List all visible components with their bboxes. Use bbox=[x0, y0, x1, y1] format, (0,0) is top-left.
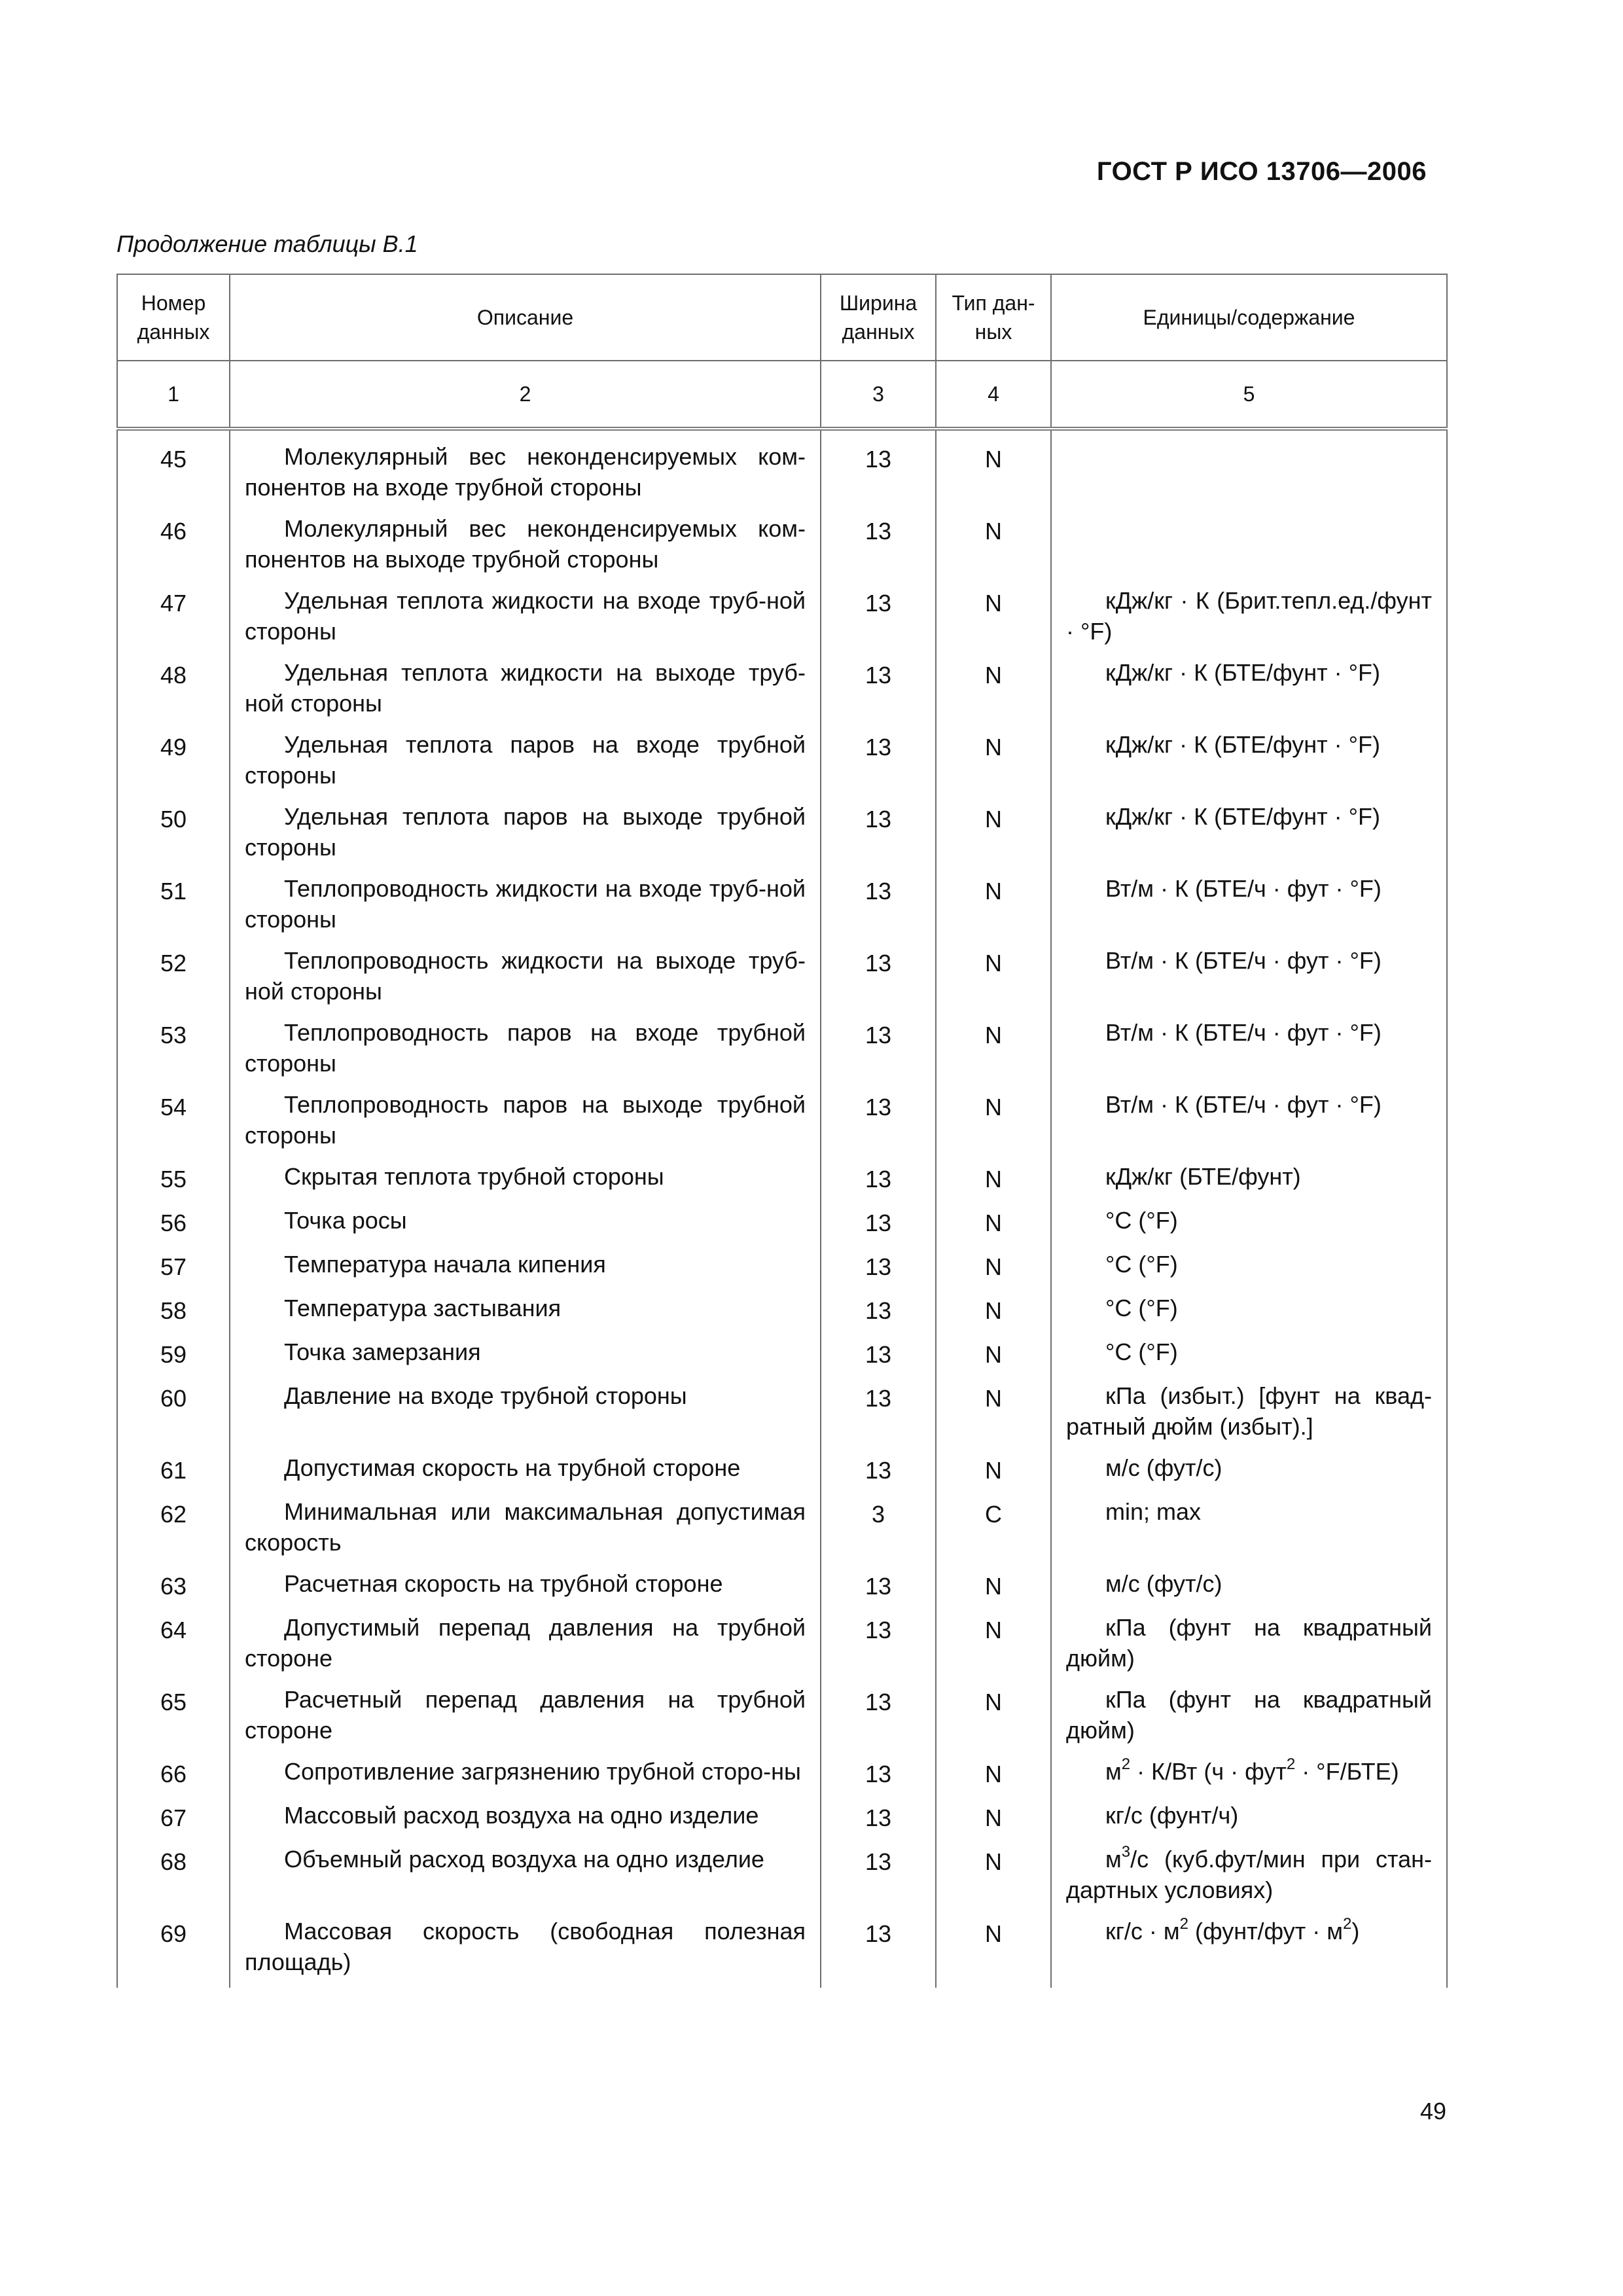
row-data-width: 13 bbox=[821, 719, 936, 791]
row-data-type: N bbox=[936, 791, 1051, 863]
row-units-text: °C (°F) bbox=[1105, 1338, 1178, 1365]
row-units-text: $м^2 \cdot К/Вт$ (ч · фут$^2$ · °F/БТЕ) bbox=[1105, 1755, 1399, 1785]
row-data-type: C bbox=[936, 1486, 1051, 1558]
row-data-width: 13 bbox=[821, 1007, 936, 1079]
row-data-type: N bbox=[936, 1370, 1051, 1442]
row-description: Теплопроводность паров на выходе трубной стороны bbox=[230, 1079, 821, 1151]
table-row bbox=[117, 1194, 1447, 1238]
row-data-width: 13 bbox=[821, 1282, 936, 1326]
row-data-width: 13 bbox=[821, 863, 936, 935]
page-number: 49 bbox=[1419, 2098, 1446, 2125]
row-data-type: N bbox=[936, 719, 1051, 791]
table-row bbox=[117, 647, 1447, 719]
row-description: Скрытая теплота трубной стороны bbox=[230, 1151, 821, 1194]
row-description: Минимальная или максимальная допустимая скорость bbox=[230, 1486, 821, 1558]
row-data-type: N bbox=[936, 1789, 1051, 1833]
table-body bbox=[117, 429, 1447, 1988]
row-data-type: N bbox=[936, 1007, 1051, 1079]
row-data-type: N bbox=[936, 575, 1051, 647]
row-data-width: 13 bbox=[821, 791, 936, 863]
row-data-width: 13 bbox=[821, 1370, 936, 1442]
row-data-type: N bbox=[936, 1442, 1051, 1486]
table-row bbox=[117, 1238, 1447, 1282]
row-data-width: 13 bbox=[821, 647, 936, 719]
row-description: Давление на входе трубной стороны bbox=[230, 1370, 821, 1442]
column-number: 1 bbox=[117, 361, 230, 429]
row-description: Молекулярный вес неконденсируемых ком-понентов на входе трубной стороны bbox=[230, 429, 821, 503]
row-data-width: 13 bbox=[821, 935, 936, 1007]
row-data-width: 13 bbox=[821, 1746, 936, 1789]
row-number: 56 bbox=[117, 1194, 230, 1238]
header-cell: Номер данных bbox=[117, 274, 230, 361]
row-description: Удельная теплота паров на входе трубной стороны bbox=[230, 719, 821, 791]
header-cell: Ширина данных bbox=[821, 274, 936, 361]
row-units-text: кг/с (фунт/ч) bbox=[1105, 1802, 1239, 1829]
column-number: 5 bbox=[1051, 361, 1447, 429]
header-cell: Тип дан-ных bbox=[936, 274, 1051, 361]
row-number: 58 bbox=[117, 1282, 230, 1326]
row-units bbox=[1051, 1602, 1447, 1674]
row-units-text: кПа (фунт на квадратный дюйм) bbox=[1066, 1686, 1432, 1744]
row-data-width: 13 bbox=[821, 1905, 936, 1988]
row-units bbox=[1051, 863, 1447, 935]
table-row bbox=[117, 791, 1447, 863]
row-units bbox=[1051, 647, 1447, 719]
row-units-text: кДж/кг · К (БТЕ/фунт · °F) bbox=[1105, 731, 1381, 758]
row-number: 49 bbox=[117, 719, 230, 791]
row-units bbox=[1051, 1326, 1447, 1370]
row-number: 64 bbox=[117, 1602, 230, 1674]
row-units-text: м/с (фут/с) bbox=[1105, 1454, 1222, 1481]
row-description: Теплопроводность жидкости на выходе труб-ной стороны bbox=[230, 935, 821, 1007]
row-units-text: °C (°F) bbox=[1105, 1295, 1178, 1321]
row-data-type: N bbox=[936, 1558, 1051, 1602]
row-units bbox=[1051, 1746, 1447, 1789]
row-description: Точка росы bbox=[230, 1194, 821, 1238]
row-units-text: м/с (фут/с) bbox=[1105, 1570, 1222, 1597]
row-number: 59 bbox=[117, 1326, 230, 1370]
row-data-type: N bbox=[936, 429, 1051, 503]
row-data-type: N bbox=[936, 647, 1051, 719]
row-units bbox=[1051, 1007, 1447, 1079]
row-units-text: кПа (избыт.) [фунт на квад-ратный дюйм (избыт).] bbox=[1066, 1382, 1432, 1440]
table-row bbox=[117, 503, 1447, 575]
row-number: 45 bbox=[117, 429, 230, 503]
row-number: 46 bbox=[117, 503, 230, 575]
row-description: Допустимый перепад давления на трубной стороне bbox=[230, 1602, 821, 1674]
table-row bbox=[117, 1151, 1447, 1194]
row-description: Точка замерзания bbox=[230, 1326, 821, 1370]
row-units bbox=[1051, 1905, 1447, 1988]
row-data-type: N bbox=[936, 935, 1051, 1007]
column-number: 2 bbox=[230, 361, 821, 429]
row-units-text: °C (°F) bbox=[1105, 1207, 1178, 1234]
row-units bbox=[1051, 429, 1447, 503]
table-row bbox=[117, 1746, 1447, 1789]
row-description: Теплопроводность жидкости на входе труб-ной стороны bbox=[230, 863, 821, 935]
header-row bbox=[117, 274, 1447, 361]
row-data-type: N bbox=[936, 1079, 1051, 1151]
row-description: Теплопроводность паров на входе трубной стороны bbox=[230, 1007, 821, 1079]
row-number: 50 bbox=[117, 791, 230, 863]
row-units bbox=[1051, 575, 1447, 647]
row-number: 68 bbox=[117, 1833, 230, 1905]
row-units-text: кДж/кг · К (БТЕ/фунт · °F) bbox=[1105, 803, 1381, 830]
row-units-text: кДж/кг · К (Брит.тепл.ед./фунт · °F) bbox=[1066, 587, 1432, 645]
row-units bbox=[1051, 1370, 1447, 1442]
data-table bbox=[116, 274, 1448, 1988]
row-units-text: кПа (фунт на квадратный дюйм) bbox=[1066, 1614, 1432, 1672]
row-number: 47 bbox=[117, 575, 230, 647]
row-units-text: °C (°F) bbox=[1105, 1251, 1178, 1278]
row-data-width: 13 bbox=[821, 1326, 936, 1370]
row-description: Допустимая скорость на трубной стороне bbox=[230, 1442, 821, 1486]
row-data-width: 13 bbox=[821, 1194, 936, 1238]
row-units bbox=[1051, 1282, 1447, 1326]
row-data-type: N bbox=[936, 1674, 1051, 1746]
row-number: 54 bbox=[117, 1079, 230, 1151]
row-number: 63 bbox=[117, 1558, 230, 1602]
row-units bbox=[1051, 1674, 1447, 1746]
row-units bbox=[1051, 1238, 1447, 1282]
row-number: 65 bbox=[117, 1674, 230, 1746]
row-data-type: N bbox=[936, 1326, 1051, 1370]
row-data-width: 13 bbox=[821, 1558, 936, 1602]
row-number: 55 bbox=[117, 1151, 230, 1194]
table-row bbox=[117, 935, 1447, 1007]
row-units bbox=[1051, 1486, 1447, 1558]
row-description: Массовая скорость (свободная полезная площадь) bbox=[230, 1905, 821, 1988]
table-row bbox=[117, 1326, 1447, 1370]
table-row bbox=[117, 1905, 1447, 1988]
row-data-width: 13 bbox=[821, 575, 936, 647]
row-description: Расчетная скорость на трубной стороне bbox=[230, 1558, 821, 1602]
row-units bbox=[1051, 503, 1447, 575]
header-cell: Единицы/содержание bbox=[1051, 274, 1447, 361]
row-units bbox=[1051, 935, 1447, 1007]
row-data-width: 13 bbox=[821, 429, 936, 503]
row-units-text: $кг/с \cdot м^2$ (фунт/фут · $м^2$) bbox=[1105, 1915, 1360, 1945]
row-units-text: Вт/м · К (БТЕ/ч · фут · °F) bbox=[1105, 875, 1382, 902]
row-data-type: N bbox=[936, 1151, 1051, 1194]
table-row bbox=[117, 863, 1447, 935]
table-row bbox=[117, 1602, 1447, 1674]
column-number: 3 bbox=[821, 361, 936, 429]
row-description: Температура начала кипения bbox=[230, 1238, 821, 1282]
row-data-type: N bbox=[936, 503, 1051, 575]
row-number: 51 bbox=[117, 863, 230, 935]
row-description: Массовый расход воздуха на одно изделие bbox=[230, 1789, 821, 1833]
table-row bbox=[117, 429, 1447, 503]
row-data-type: N bbox=[936, 1905, 1051, 1988]
row-number: 62 bbox=[117, 1486, 230, 1558]
table-row bbox=[117, 1442, 1447, 1486]
row-number: 66 bbox=[117, 1746, 230, 1789]
row-units-text: Вт/м · К (БТЕ/ч · фут · °F) bbox=[1105, 947, 1382, 974]
table-row bbox=[117, 1833, 1447, 1905]
column-number: 4 bbox=[936, 361, 1051, 429]
table-row bbox=[117, 1486, 1447, 1558]
row-data-width: 13 bbox=[821, 1079, 936, 1151]
column-number-row bbox=[117, 361, 1447, 429]
row-units-text: кДж/кг (БТЕ/фунт) bbox=[1105, 1163, 1301, 1190]
row-number: 52 bbox=[117, 935, 230, 1007]
document-id: ГОСТ Р ИСО 13706—2006 bbox=[1096, 157, 1427, 186]
row-data-width: 13 bbox=[821, 1238, 936, 1282]
row-units bbox=[1051, 1151, 1447, 1194]
row-description: Расчетный перепад давления на трубной стороне bbox=[230, 1674, 821, 1746]
row-units-text: кДж/кг · К (БТЕ/фунт · °F) bbox=[1105, 659, 1381, 686]
row-units-text: min; max bbox=[1105, 1498, 1202, 1525]
table-row bbox=[117, 1282, 1447, 1326]
row-data-type: N bbox=[936, 1746, 1051, 1789]
table-row bbox=[117, 1079, 1447, 1151]
row-data-type: N bbox=[936, 863, 1051, 935]
row-units bbox=[1051, 719, 1447, 791]
row-units-text: $м^3/с$ (куб.фут/мин при стан-дартных условиях) bbox=[1066, 1843, 1432, 1903]
row-number: 67 bbox=[117, 1789, 230, 1833]
row-data-width: 13 bbox=[821, 1602, 936, 1674]
row-units bbox=[1051, 1079, 1447, 1151]
row-data-type: N bbox=[936, 1833, 1051, 1905]
row-description: Объемный расход воздуха на одно изделие bbox=[230, 1833, 821, 1905]
row-data-width: 13 bbox=[821, 503, 936, 575]
row-data-width: 3 bbox=[821, 1486, 936, 1558]
table-row bbox=[117, 719, 1447, 791]
row-data-type: N bbox=[936, 1238, 1051, 1282]
row-description: Температура застывания bbox=[230, 1282, 821, 1326]
row-description: Сопротивление загрязнению трубной сторо-ны bbox=[230, 1746, 821, 1789]
row-data-width: 13 bbox=[821, 1833, 936, 1905]
row-number: 60 bbox=[117, 1370, 230, 1442]
table-row bbox=[117, 1007, 1447, 1079]
table-caption: Продолжение таблицы В.1 bbox=[116, 230, 418, 257]
table-row bbox=[117, 1674, 1447, 1746]
row-description: Удельная теплота жидкости на выходе труб-ной стороны bbox=[230, 647, 821, 719]
row-units bbox=[1051, 1442, 1447, 1486]
row-units bbox=[1051, 1558, 1447, 1602]
row-units-text: Вт/м · К (БТЕ/ч · фут · °F) bbox=[1105, 1019, 1382, 1046]
row-data-type: N bbox=[936, 1282, 1051, 1326]
row-data-width: 13 bbox=[821, 1674, 936, 1746]
row-description: Молекулярный вес неконденсируемых ком-понентов на выходе трубной стороны bbox=[230, 503, 821, 575]
row-description: Удельная теплота жидкости на входе труб-ной стороны bbox=[230, 575, 821, 647]
row-number: 48 bbox=[117, 647, 230, 719]
row-number: 69 bbox=[117, 1905, 230, 1988]
row-units-text: Вт/м · К (БТЕ/ч · фут · °F) bbox=[1105, 1091, 1382, 1118]
row-units bbox=[1051, 1789, 1447, 1833]
row-data-width: 13 bbox=[821, 1442, 936, 1486]
row-data-type: N bbox=[936, 1194, 1051, 1238]
row-units bbox=[1051, 1194, 1447, 1238]
row-data-type: N bbox=[936, 1602, 1051, 1674]
table-row bbox=[117, 575, 1447, 647]
table-row bbox=[117, 1789, 1447, 1833]
row-number: 57 bbox=[117, 1238, 230, 1282]
row-number: 53 bbox=[117, 1007, 230, 1079]
table-row bbox=[117, 1370, 1447, 1442]
row-data-width: 13 bbox=[821, 1151, 936, 1194]
row-units bbox=[1051, 791, 1447, 863]
header-cell: Описание bbox=[230, 274, 821, 361]
table-row bbox=[117, 1558, 1447, 1602]
row-data-width: 13 bbox=[821, 1789, 936, 1833]
row-units bbox=[1051, 1833, 1447, 1905]
row-number: 61 bbox=[117, 1442, 230, 1486]
row-description: Удельная теплота паров на выходе трубной стороны bbox=[230, 791, 821, 863]
